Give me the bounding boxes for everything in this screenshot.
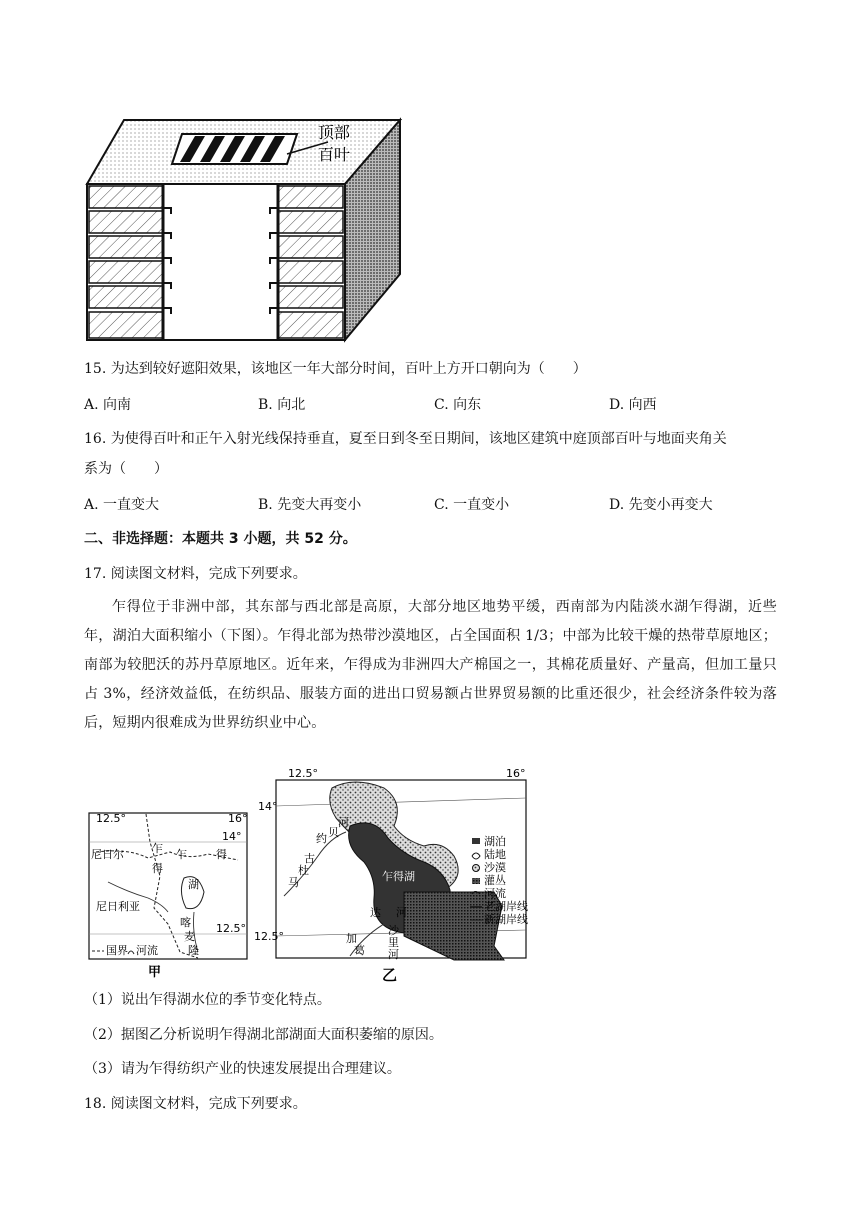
yi-legend-river: 河流 bbox=[484, 887, 506, 900]
q16-stem-line1: 16. 为使得百叶和正午入射光线保持垂直，夏至日到冬至日期间，该地区建筑中庭顶部百叶与地面夹角关 bbox=[84, 431, 727, 447]
q17-stem: 17. 阅读图文材料，完成下列要求。 bbox=[84, 566, 307, 582]
jia-label-nigeria: 尼日利亚 bbox=[96, 900, 140, 913]
yi-legend-land: 陆地 bbox=[484, 848, 506, 861]
louver-label-1: 顶部 bbox=[318, 123, 351, 142]
yi-legend-lake: 湖泊 bbox=[484, 835, 506, 848]
q15-options bbox=[84, 394, 784, 414]
q17-sub2: （2）据图乙分析说明乍得湖北部湖面大面积萎缩的原因。 bbox=[84, 1027, 443, 1043]
building-diagram bbox=[82, 116, 412, 348]
q16-stem-line2: 系为（ ） bbox=[84, 461, 168, 477]
map-yi bbox=[254, 766, 532, 984]
jia-label-cam-3: 隆 bbox=[188, 944, 199, 957]
jia-label-cam-2: 麦 bbox=[184, 930, 195, 943]
q17-sub3: （3）请为乍得纺织产业的快速发展提出合理建议。 bbox=[84, 1061, 401, 1077]
jia-lat-bottom: 12.5° bbox=[216, 922, 246, 935]
yi-label-jia-2: 葛 bbox=[354, 944, 365, 957]
louver-label-2: 百叶 bbox=[318, 145, 351, 164]
q15-option-b[interactable]: B. 向北 bbox=[258, 397, 306, 413]
yi-lon-left: 12.5° bbox=[288, 767, 318, 780]
q15-option-d[interactable]: D. 向西 bbox=[609, 397, 657, 413]
yi-lon-right: 16° bbox=[506, 767, 526, 780]
jia-lon-left: 12.5° bbox=[96, 812, 126, 825]
q16-option-d[interactable]: D. 先变小再变大 bbox=[609, 497, 713, 513]
jia-legend-border: 国界 bbox=[106, 944, 128, 957]
q16-option-c[interactable]: C. 一直变小 bbox=[434, 497, 510, 513]
yi-lat-top: 14° bbox=[258, 800, 278, 813]
q15-option-c[interactable]: C. 向东 bbox=[434, 397, 482, 413]
yi-lat-bottom: 12.5° bbox=[254, 930, 284, 943]
q15-stem: 15. 为达到较好遮阳效果，该地区一年大部分时间，百叶上方开口朝向为（ ） bbox=[84, 361, 587, 377]
jia-label-chad-2: 得 bbox=[216, 848, 227, 861]
jia-caption: 甲 bbox=[148, 965, 162, 980]
q17-material bbox=[84, 593, 777, 738]
q15-option-a[interactable]: A. 向南 bbox=[84, 397, 132, 413]
q16-option-b[interactable]: B. 先变大再变小 bbox=[258, 497, 362, 513]
yi-label-kom-3: 马 bbox=[288, 876, 299, 889]
yi-label-jia-1: 加 bbox=[346, 932, 357, 945]
jia-label-cam-1: 喀 bbox=[180, 916, 191, 929]
jia-lon-right: 16° bbox=[228, 812, 248, 825]
jia-legend-river: 河流 bbox=[136, 944, 158, 957]
q16-option-a[interactable]: A. 一直变大 bbox=[84, 497, 160, 513]
yi-label-da-1: 达 bbox=[370, 906, 381, 919]
jia-lat-top: 14° bbox=[222, 830, 242, 843]
yi-label-yobe-1: 约 bbox=[316, 832, 327, 845]
yi-label-yobe-2: 贝 bbox=[328, 826, 339, 839]
yi-label-yobe-3: 河 bbox=[338, 816, 349, 829]
map-jia bbox=[88, 812, 248, 980]
yi-lake-name: 乍得湖 bbox=[382, 870, 415, 883]
yi-label-shari-1: 沙 bbox=[388, 924, 399, 937]
building-figure bbox=[82, 116, 412, 348]
yi-label-da-2: 河 bbox=[396, 906, 407, 919]
q18-stem: 18. 阅读图文材料，完成下列要求。 bbox=[84, 1096, 307, 1112]
yi-caption: 乙 bbox=[382, 966, 398, 984]
jia-label-de: 得 bbox=[152, 862, 163, 875]
yi-label-shari-2: 里 bbox=[388, 936, 399, 949]
section-title: 二、非选择题：本题共 3 小题，共 52 分。 bbox=[84, 531, 357, 547]
yi-label-shari-3: 河 bbox=[388, 948, 399, 961]
jia-label-niger: 尼日尔 bbox=[91, 848, 124, 861]
yi-label-kom-1: 古 bbox=[304, 852, 315, 865]
yi-legend-shrub: 灌丛 bbox=[484, 874, 506, 887]
q17-paragraph: 乍得位于非洲中部，其东部与西北部是高原，大部分地区地势平缓，西南部为内陆淡水湖乍得湖，近些年，湖泊大面积缩小（下图）。乍得北部为热带沙漠地区，占全国面积 1/3；中部为比较干燥的热带草原地区；南部为较肥沃的苏丹草原地区。近年来，乍得成为非洲四大产棉国之一，其棉花质量好、产量高，但加工量只占 3%，经济效益低，在纺织品、服装方面的进出口贸易额占世界贸易额的比重还很少，社会经济条件较为落后，短期内很难成为世界纺织业中心。 bbox=[84, 599, 777, 731]
yi-legend-new-shore: 新湖岸线 bbox=[484, 913, 528, 926]
yi-legend-old-shore: 老湖岸线 bbox=[484, 900, 528, 913]
yi-label-kom-2: 杜 bbox=[298, 864, 309, 877]
jia-label-lake: 湖 bbox=[188, 878, 199, 891]
q16-options bbox=[84, 494, 784, 514]
jia-label-chad-1: 乍 bbox=[176, 848, 187, 861]
jia-label-cha: 乍 bbox=[152, 842, 163, 855]
yi-legend-desert: 沙漠 bbox=[484, 861, 506, 874]
q17-sub1: （1）说出乍得湖水位的季节变化特点。 bbox=[84, 992, 331, 1008]
